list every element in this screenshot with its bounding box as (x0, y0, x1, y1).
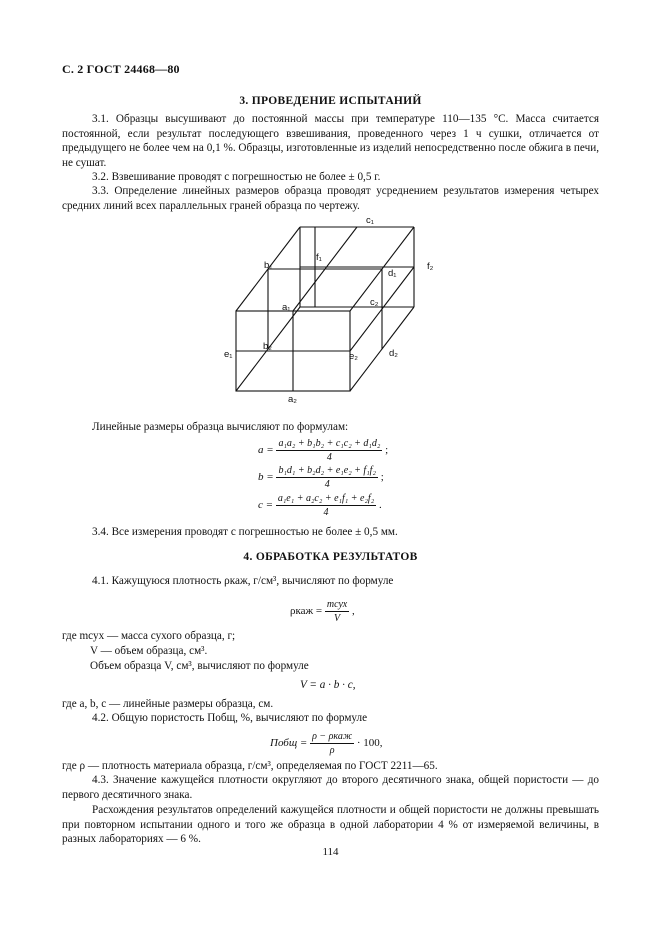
page-header: С. 2 ГОСТ 24468—80 (62, 62, 180, 76)
label-d2: d₂ (389, 348, 398, 359)
paragraph-3-4: 3.4. Все измерения проводят с погрешностью не более ± 0,5 мм. (92, 526, 398, 538)
label-f2: f₂ (427, 261, 434, 272)
formula-b (258, 465, 384, 490)
label-b1: b₁ (264, 260, 273, 271)
paragraph-3-3: 3.3. Определение линейных размеров образца проводят усреднением результатов измерения четырех средних линий всех параллельных граней образца по чертежу. (62, 185, 599, 212)
formula-a-denominator: 4 (326, 452, 332, 463)
formula-c-lhs: c = (258, 499, 274, 512)
paragraph-3-2: 3.2. Взвешивание проводят с погрешностью не более ± 0,5 г. (92, 171, 381, 183)
label-f1: f₁ (316, 252, 322, 263)
formula-b-lhs: b = (258, 471, 274, 484)
formula-c-numerator: a₁e₁ + a₂c₂ + e₁f₁ + e₂f₂ (277, 493, 375, 504)
formula-b-end: ; (380, 471, 384, 484)
formula-a-lhs: a = (258, 444, 274, 457)
label-a2: a₂ (288, 394, 297, 404)
specimen-drawing (220, 214, 460, 404)
formula-c-denominator: 4 (323, 507, 329, 518)
formula-density (290, 599, 355, 624)
formula-porosity-fraction (310, 731, 354, 756)
box-diagram (220, 214, 460, 404)
label-c2: c₂ (370, 297, 379, 308)
paragraph-4-1: 4.1. Кажущуюся плотность ρкаж, г/см³, вычисляют по формуле (92, 575, 394, 587)
where-mass: где mсух — масса сухого образца, г; (62, 630, 236, 642)
formula-porosity-lhs: Побщ = (270, 737, 308, 750)
where-volume: V — объем образца, см³. (90, 645, 208, 657)
formula-a (258, 438, 388, 463)
section-3-title: 3. ПРОВЕДЕНИЕ ИСПЫТАНИЙ (239, 95, 422, 107)
formulas-intro: Линейные размеры образца вычисляют по формулам: (92, 421, 349, 433)
formula-density-fraction (325, 599, 349, 624)
formula-a-numerator: a₁a₂ + b₁b₂ + c₁c₂ + d₁d₂ (278, 438, 381, 449)
formula-c-end: . (378, 499, 382, 512)
formula-c-fraction (276, 493, 376, 518)
where-material-density: где ρ — плотность материала образца, г/см³, определяемая по ГОСТ 2211—65. (62, 760, 438, 772)
label-c1: c₁ (366, 215, 374, 226)
formula-porosity-denominator: ρ (329, 745, 335, 756)
paragraph-4-3: 4.3. Значение кажущейся плотности округляют до второго десятичного знака, общей пористости — до первого десятичного знака. (62, 774, 599, 801)
paragraph-4-2: 4.2. Общую пористость Побщ, %, вычисляют по формуле (92, 712, 368, 724)
label-e1: e₁ (224, 349, 233, 360)
formula-density-denominator: V (333, 613, 341, 624)
page-number: 114 (322, 846, 339, 858)
label-d1: d₁ (388, 268, 397, 279)
formula-b-fraction (276, 465, 378, 490)
formula-volume: V = a · b · c, (300, 679, 356, 691)
formula-density-end: , (351, 605, 355, 618)
formula-porosity-end: · 100, (356, 737, 383, 750)
formula-porosity (270, 731, 383, 756)
formula-c (258, 493, 382, 518)
section-4-title: 4. ОБРАБОТКА РЕЗУЛЬТАТОВ (243, 551, 418, 563)
formula-a-end: ; (385, 444, 389, 457)
volume-intro: Объем образца V, см³, вычисляют по формуле (90, 660, 309, 672)
where-dimensions: где a, b, c — линейные размеры образца, см. (62, 698, 274, 710)
label-a1: a₁ (282, 302, 291, 313)
label-e2: e₂ (349, 351, 358, 362)
formula-b-denominator: 4 (324, 479, 330, 490)
formula-b-numerator: b₁d₁ + b₂d₂ + e₁e₂ + f₁f₂ (278, 465, 376, 476)
paragraph-4-4: Расхождения результатов определений кажущейся плотности и общей пористости не должны превышать при повторном испытании одного и того же образца в одной лаборатории 4 % от измеряемой величины, в разных лабораториях — 6 %. (62, 804, 599, 846)
formula-porosity-numerator: ρ − ρкаж (312, 731, 353, 742)
formula-a-fraction (276, 438, 382, 463)
label-b2: b₂ (263, 341, 272, 352)
formula-density-lhs: ρкаж = (290, 605, 323, 618)
paragraph-3-1: 3.1. Образцы высушивают до постоянной массы при температуре 110—135 °С. Масса считается постоянной, если результат последующего взвешивания, проведенного через 1 ч сушки, отличается от предыдущего не более чем на 0,1 %. Образцы, изготовленные из изделий непосредственно после обжига в печи, не сушат. (62, 113, 599, 169)
formula-density-numerator: mсух (326, 599, 348, 610)
